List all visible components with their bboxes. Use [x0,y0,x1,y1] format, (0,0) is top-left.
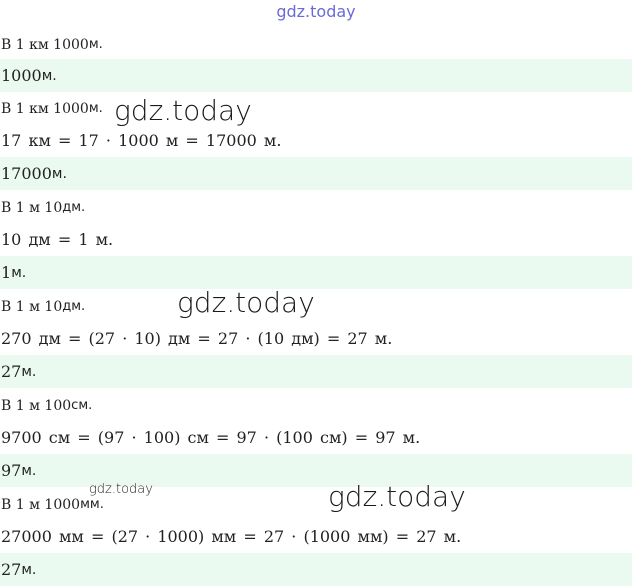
note-unit: м. [88,37,103,52]
answer-row [0,256,632,289]
watermark: gdz.today [177,286,315,319]
note-row [0,389,632,422]
note-number: В 1 м 1000 [1,496,81,513]
answer-unit: м. [21,561,37,578]
math-equation [0,223,632,256]
note-unit: мм. [80,497,104,512]
watermark: gdz.today [328,480,466,513]
answer-row [0,157,632,190]
answer-number: 97 [1,461,22,480]
answer-number: 27 [1,362,22,381]
answer-number: 1 [1,263,12,282]
equation-text: 9700 см = (97 · 100) см = 97 · (100 см) = 97 м. [1,428,421,447]
math-equation [0,124,632,157]
math-equation [0,421,632,454]
note-unit: дм. [62,299,86,314]
math-equation [0,520,632,553]
answer-row [0,355,632,388]
answer-number: 1000 [1,66,42,85]
watermark: gdz.today [89,482,153,497]
note-unit: дм. [62,200,86,215]
note-number: В 1 м 10 [1,298,63,315]
note-number: В 1 м 100 [1,397,72,414]
answer-unit: м. [11,264,27,281]
answer-number: 27 [1,560,22,579]
equation-text: 17 км = 17 · 1000 м = 17000 м. [1,131,282,150]
equation-text: 270 дм = (27 · 10) дм = 27 · (10 дм) = 27 м. [1,329,393,348]
header-watermark: gdz.today [276,2,356,21]
equation-text: 10 дм = 1 м. [1,230,114,249]
note-row [0,290,632,323]
math-equation [0,322,632,355]
watermark: gdz.today [114,94,252,127]
note-row [0,28,632,61]
note-unit: м. [88,101,103,116]
answer-row [0,553,632,586]
answer-number: 17000 [1,164,52,183]
answer-unit: м. [21,462,37,479]
note-unit: см. [71,398,93,413]
answer-unit: м. [21,363,37,380]
note-row [0,92,632,125]
answer-row [0,59,632,92]
note-row [0,191,632,224]
answer-unit: м. [41,67,57,84]
note-number: В 1 км 1000 [1,36,89,53]
answer-unit: м. [51,165,67,182]
note-number: В 1 м 10 [1,199,63,216]
note-number: В 1 км 1000 [1,100,89,117]
equation-text: 27000 мм = (27 · 1000) мм = 27 · (1000 мм) = 27 м. [1,527,462,546]
